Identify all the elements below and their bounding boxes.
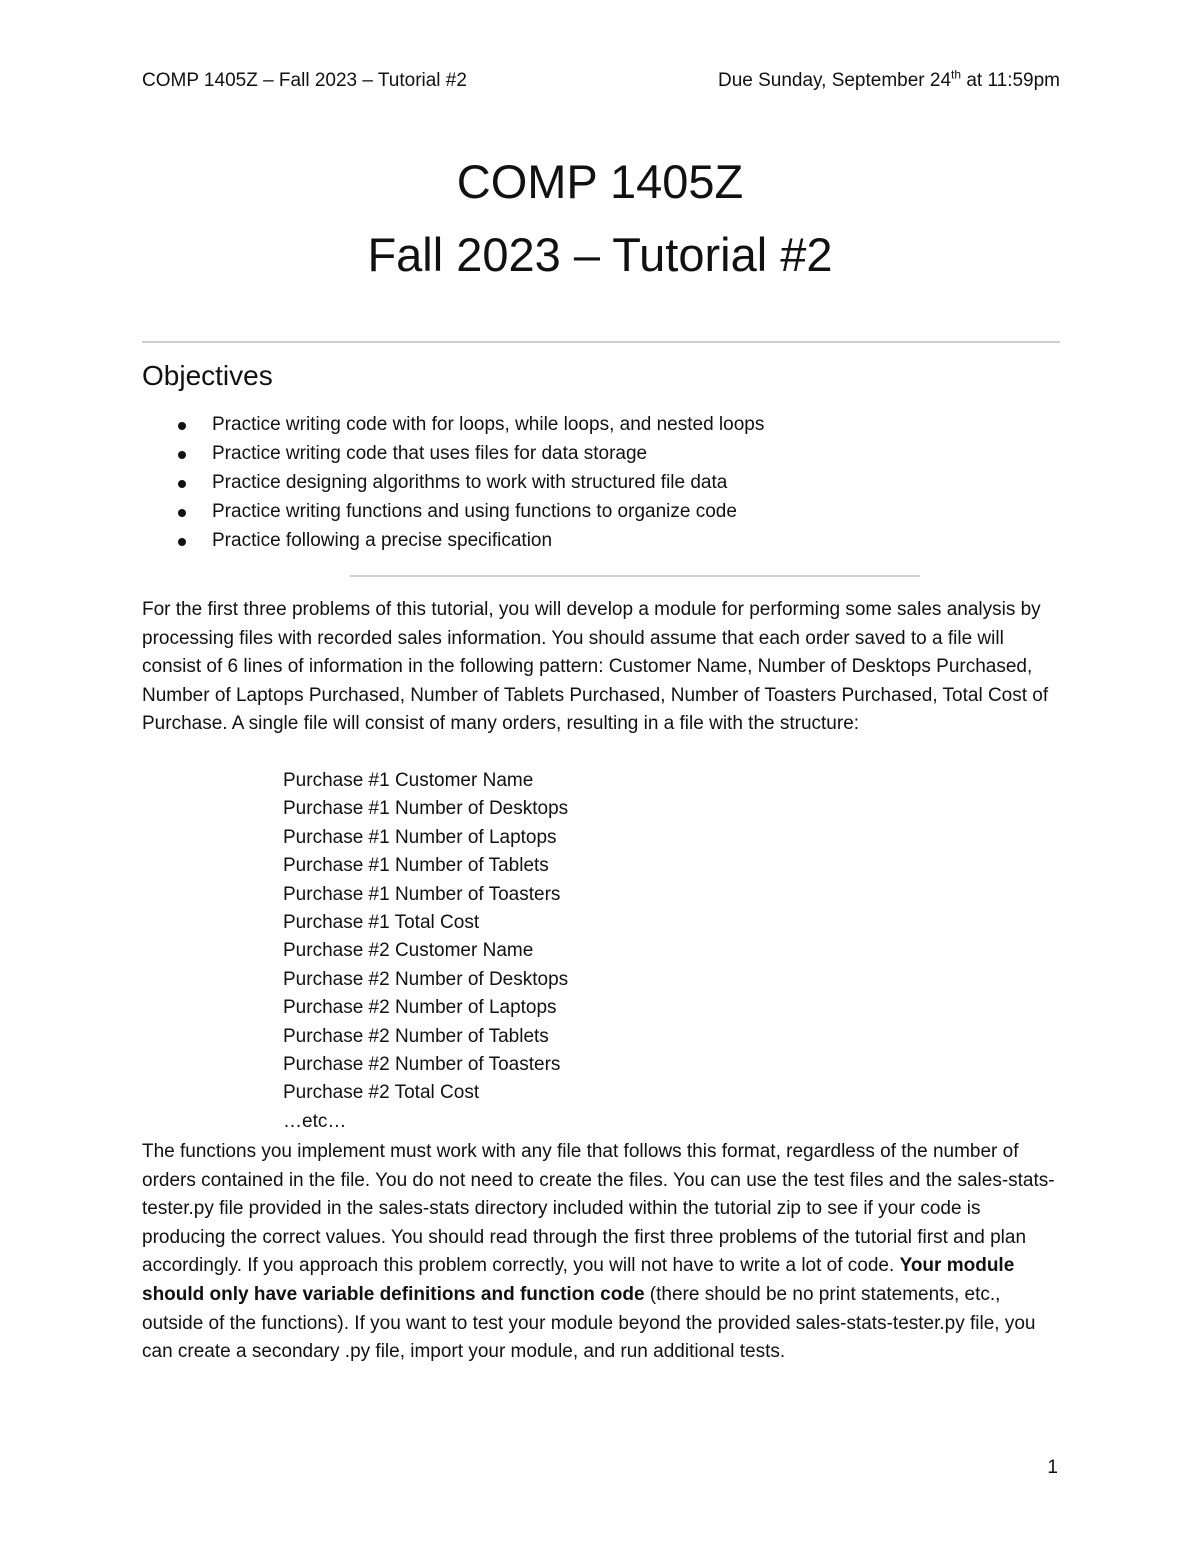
structure-line: …etc…	[283, 1110, 347, 1132]
objective-item	[142, 468, 764, 497]
horizontal-rule	[142, 341, 1060, 343]
page-header	[142, 67, 1060, 92]
objectives-heading: Objectives	[142, 360, 273, 391]
due-date-ordinal: th	[951, 67, 962, 82]
objective-text: Practice designing algorithms to work with structured file data	[212, 472, 728, 493]
objectives-list	[142, 410, 764, 555]
bullet-icon	[178, 538, 186, 546]
structure-line: Purchase #1 Number of Toasters	[283, 883, 561, 905]
structure-line: Purchase #2 Number of Toasters	[283, 1054, 561, 1076]
instructions-text: The functions you implement must work with any file that follows this format, regardless of the number of orders contained in the file. You do not need to create the files. You can use the test files and the sales-stats-tester.py file provided in the sales-stats directory included within the tutorial zip to see if your code is producing the correct values. You should read through the first three problems of the tutorial first and plan accordingly. If you approach this problem correctly, you will not have to write a lot of code.	[142, 1141, 1055, 1277]
title-tutorial: Fall 2023 – Tutorial #2	[367, 228, 833, 281]
objective-item	[142, 497, 764, 526]
bullet-icon	[178, 451, 186, 459]
instructions-paragraph	[142, 1138, 1060, 1367]
header-due-date	[717, 67, 1060, 92]
structure-line: Purchase #1 Number of Desktops	[283, 798, 569, 820]
title-course: COMP 1405Z	[456, 155, 744, 208]
objective-text: Practice writing code that uses files for data storage	[212, 443, 648, 464]
file-structure-list	[283, 767, 568, 1136]
bullet-icon	[178, 422, 186, 430]
structure-line: Purchase #2 Number of Laptops	[283, 997, 557, 1019]
structure-line: Purchase #1 Number of Laptops	[283, 826, 557, 848]
bullet-icon	[178, 509, 186, 517]
objective-item	[142, 410, 764, 439]
objective-text: Practice writing code with for loops, while loops, and nested loops	[212, 414, 765, 435]
instructions-emphasis: Your module should only have variable definitions and function code	[142, 1255, 1015, 1305]
structure-line: Purchase #2 Number of Desktops	[283, 968, 569, 990]
structure-line: Purchase #1 Total Cost	[283, 912, 480, 934]
intro-paragraph: For the first three problems of this tutorial, you will develop a module for performing some sales analysis by processing files with recorded sales information. You should assume that each order saved to a file will consist of 6 lines of information in the following pattern: Customer Name, Number of Desktops Purchased, Number of Laptops Purchased, Number of Tablets Purchased, Number of Toasters Purchased, Total Cost of Purchase. A single file will consist of many orders, resulting in a file with the structure:	[142, 599, 1049, 735]
structure-line: Purchase #2 Total Cost	[283, 1082, 480, 1104]
structure-line: Purchase #1 Customer Name	[283, 770, 534, 791]
due-date-prefix: Due Sunday, September 24	[717, 70, 952, 91]
due-date-suffix: at 11:59pm	[961, 70, 1060, 91]
structure-line: Purchase #2 Customer Name	[283, 940, 534, 962]
bullet-icon	[178, 480, 186, 488]
page-number: 1	[1047, 1457, 1058, 1478]
document-title	[0, 145, 1200, 291]
structure-line: Purchase #1 Number of Tablets	[283, 855, 549, 877]
instructions-text-continued: (there should be no print statements, etc., outside of the functions). If you want to test your module beyond the provided sales-stats-tester.py file, you can create a secondary .py file, import your module, and run additional tests.	[142, 1283, 1036, 1363]
objective-text: Practice writing functions and using functions to organize code	[212, 501, 737, 522]
section-divider	[350, 575, 920, 577]
header-course-label: COMP 1405Z – Fall 2023 – Tutorial #2	[142, 70, 467, 91]
objective-text: Practice following a precise specification	[212, 530, 553, 551]
objective-item	[142, 439, 764, 468]
structure-line: Purchase #2 Number of Tablets	[283, 1025, 549, 1047]
objective-item	[142, 526, 764, 555]
